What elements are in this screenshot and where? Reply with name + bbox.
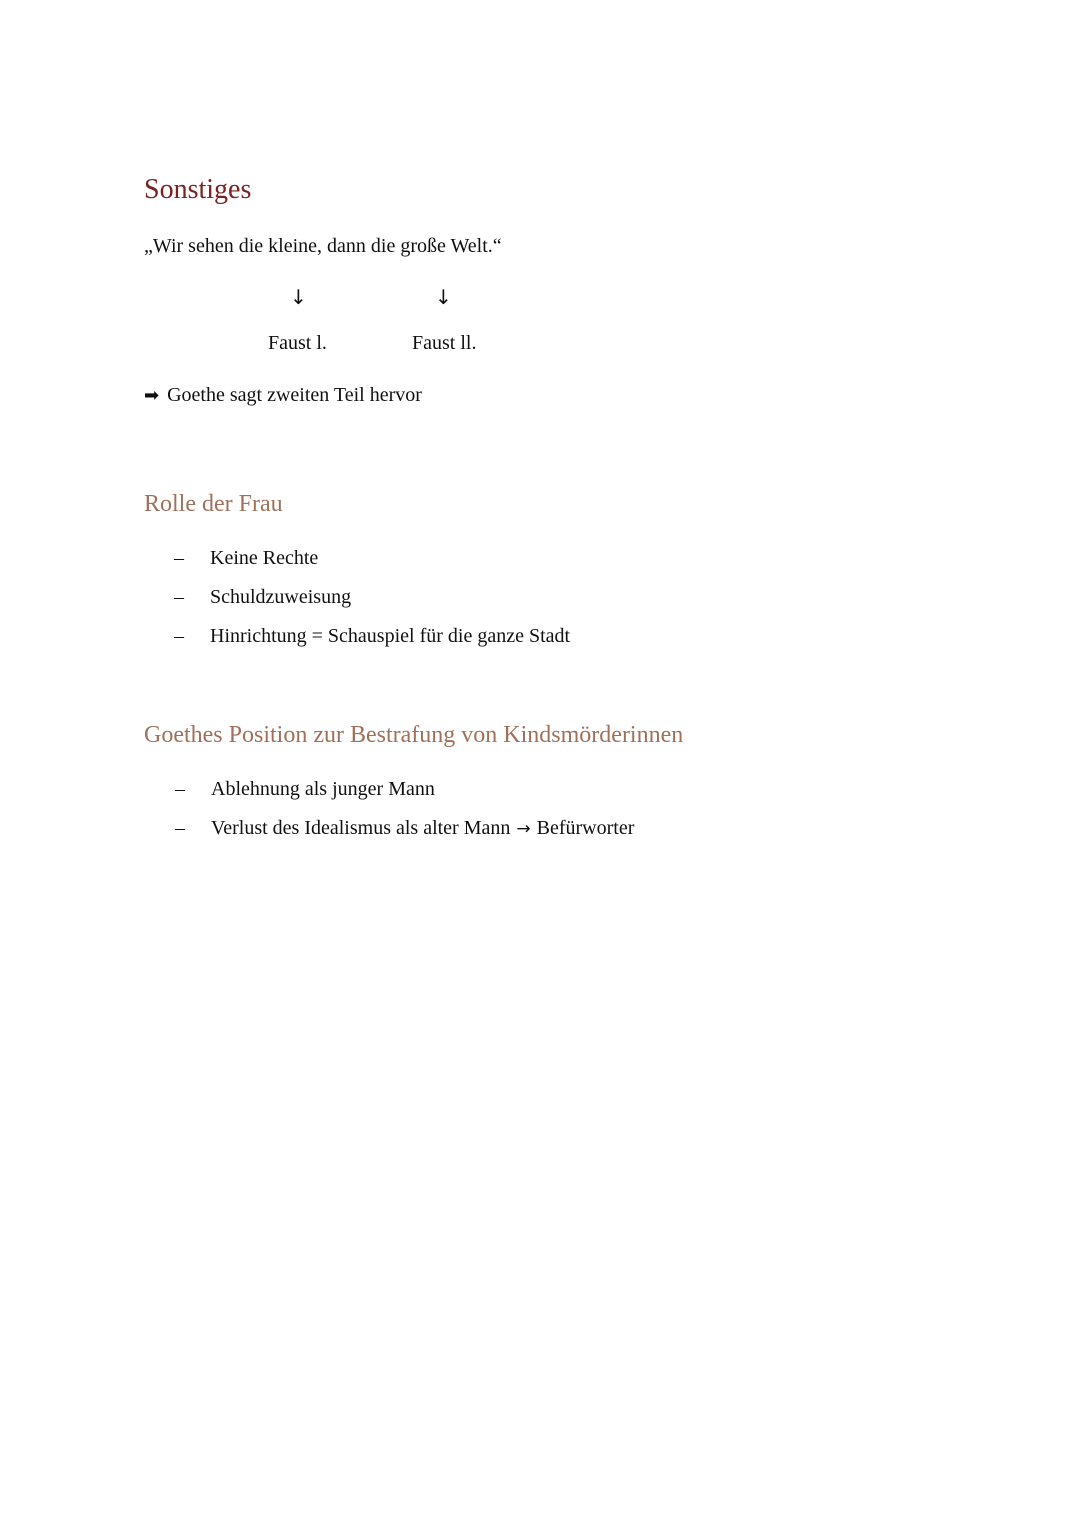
conclusion-text: Goethe sagt zweiten Teil hervor (167, 384, 422, 406)
list-item-text-before: Verlust des Idealismus als alter Mann (211, 817, 511, 839)
heading-sonstiges: Sonstiges (144, 174, 252, 205)
list-item (174, 586, 351, 609)
list-item (175, 817, 634, 840)
list-item (174, 547, 318, 570)
list-item-text: Schuldzuweisung (210, 586, 352, 608)
list-marker: – (175, 817, 185, 839)
heading-rolle-der-frau: Rolle der Frau (144, 491, 283, 517)
arrow-right-icon: ➡ (144, 385, 160, 406)
arrow-right-icon: → (516, 819, 531, 839)
arrow-down-icon-left: ↓ (290, 285, 307, 309)
list-marker: – (174, 625, 184, 647)
list-item-text: Keine Rechte (210, 547, 319, 569)
label-faust-2: Faust ll. (412, 332, 477, 354)
heading-goethes-position: Goethes Position zur Bestrafung von Kindsmörderinnen (144, 722, 684, 748)
conclusion-line (144, 384, 422, 407)
list-item-text: Hinrichtung = Schauspiel für die ganze Stadt (210, 625, 571, 647)
list-item-text-after: Befürworter (536, 817, 635, 839)
quote-text: „Wir sehen die kleine, dann die große Welt.“ (144, 235, 502, 257)
list-marker: – (174, 586, 184, 608)
list-item (175, 778, 435, 801)
label-faust-1: Faust l. (268, 332, 327, 354)
list-item (174, 625, 570, 648)
arrow-down-icon-right: ↓ (435, 285, 452, 309)
list-marker: – (175, 778, 185, 800)
list-marker: – (174, 547, 184, 569)
list-item-text: Ablehnung als junger Mann (211, 778, 435, 800)
